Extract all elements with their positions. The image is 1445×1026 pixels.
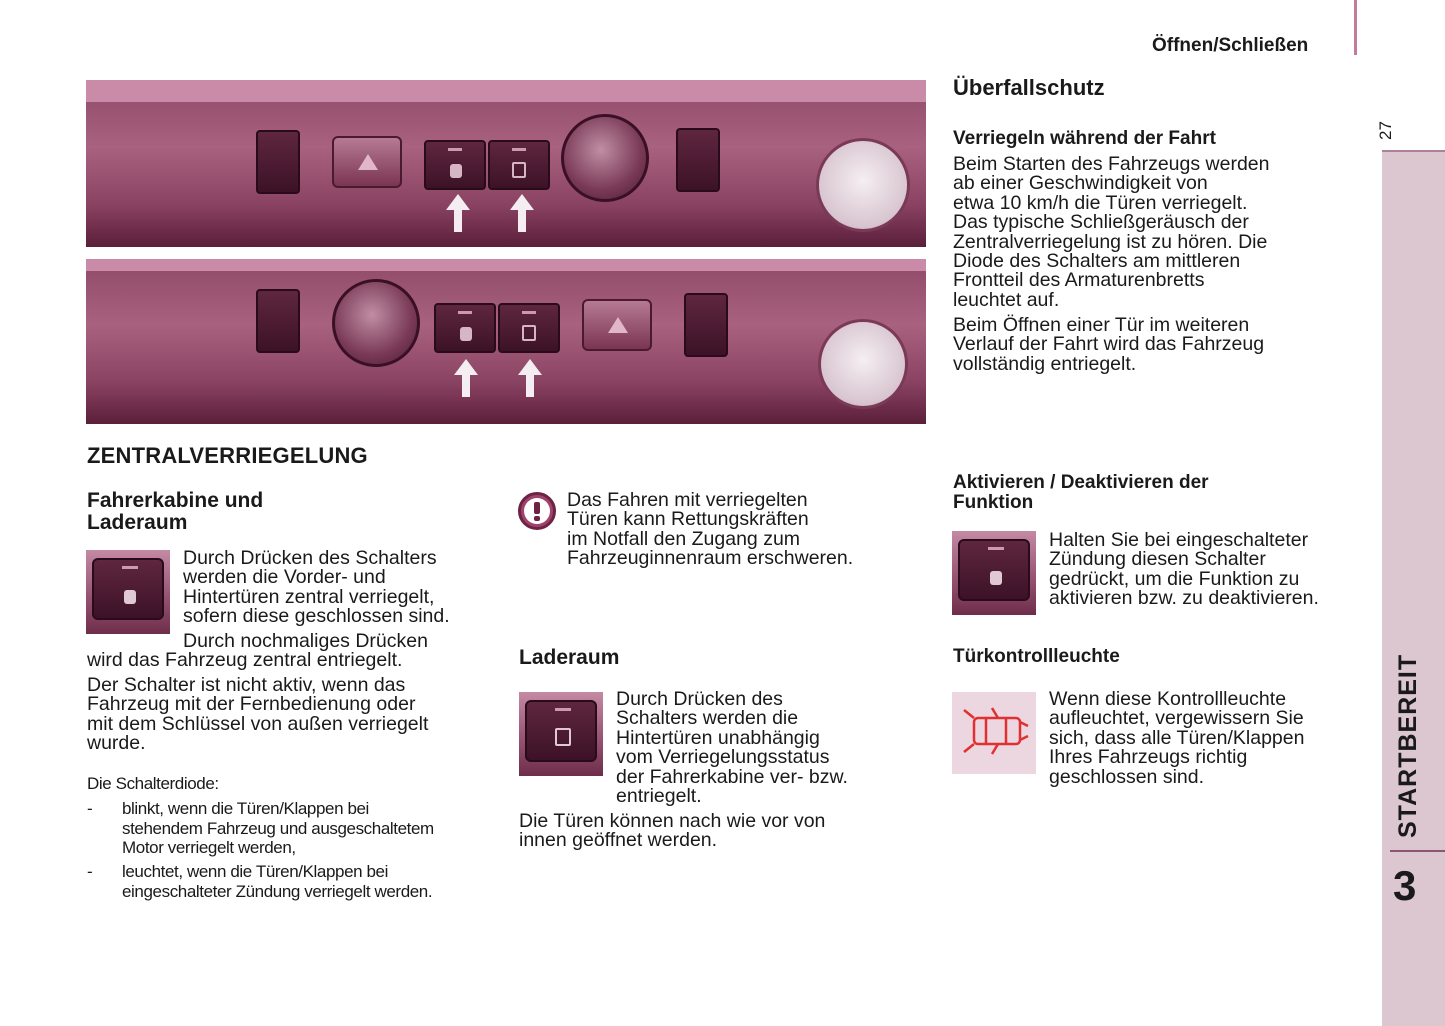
warning-text: Das Fahren mit verriegelten Türen kann Rettungskräften im Notfall den Zugang zum Fahrzeuginnenraum erschweren. xyxy=(567,489,854,570)
subheading-driving-lock: Verriegeln während der Fahrt xyxy=(953,128,1216,149)
cargo-lock-button xyxy=(488,140,550,190)
cargo-paragraph-2: Die Türen können nach wie vor von innen geöffnet werden. xyxy=(519,810,826,852)
subheading-cargo: Laderaum xyxy=(519,646,620,669)
door-warning-light-icon xyxy=(952,692,1036,774)
anti-theft-icon xyxy=(816,138,910,232)
header-rule xyxy=(1354,0,1357,55)
hazard-button xyxy=(582,299,652,351)
cargo-paragraph-1: Durch Drücken des Schalters werden die Hintertüren unabhängig vom Verriegelungsstatus der Fahrerkabine ver- bzw. entriegelt. xyxy=(616,688,848,808)
heater-knob xyxy=(561,114,649,202)
diode-intro: Die Schalterdiode: xyxy=(87,774,219,793)
subheading-door-light: Türkontrollleuchte xyxy=(953,646,1120,667)
cabin-paragraph-3: Der Schalter ist nicht aktiv, wenn das Fahrzeug mit der Fernbedienung oder mit dem Schlüssel von außen verriegelt wurde. xyxy=(87,674,429,755)
bullet-item-2: leuchtet, wenn die Türen/Klappen bei eingeschalteter Zündung verriegelt werden. xyxy=(122,862,433,901)
cabin-paragraph-1: Durch Drücken des Schalters werden die Vorder- und Hintertüren zentral verriegelt, sofern diese geschlossen sind. xyxy=(183,547,450,628)
cargo-lock-switch-image xyxy=(519,692,603,776)
subheading-cabin: Fahrerkabine und Laderaum xyxy=(87,489,264,534)
door-light-paragraph: Wenn diese Kontrollleuchte aufleuchtet, vergewissern Sie sich, dass alle Türen/Klappen Ihres Fahrzeugs richtig geschlossen sind. xyxy=(1049,688,1305,788)
central-lock-button xyxy=(424,140,486,190)
central-lock-switch-image xyxy=(86,550,170,634)
bullet-item-1: blinkt, wenn die Türen/Klappen bei stehendem Fahrzeug und ausgeschaltetem Motor verriegelt werden, xyxy=(122,799,434,857)
anti-theft-switch-image xyxy=(952,531,1036,615)
warning-icon xyxy=(518,492,556,530)
dashboard-image-bottom xyxy=(86,259,926,424)
central-lock-button xyxy=(434,303,496,353)
page-number: 27 xyxy=(1376,121,1395,140)
bullet-dash-2: - xyxy=(87,862,93,881)
driving-lock-paragraph-2: Beim Öffnen einer Tür im weiteren Verlauf der Fahrt wird das Fahrzeug vollständig entriegelt. xyxy=(953,314,1265,375)
cabin-paragraph-2b: wird das Fahrzeug zentral entriegelt. xyxy=(87,649,403,671)
driving-lock-paragraph-1: Beim Starten des Fahrzeugs werden ab einer Geschwindigkeit von etwa 10 km/h die Türen verriegelt. Das typische Schließgeräusch der Zentralverriegelung ist zu hören. Die Diode des Schalters am mittleren Frontteil des Armaturenbretts leuchtet auf. xyxy=(953,153,1270,311)
activate-paragraph: Halten Sie bei eingeschalteter Zündung diesen Schalter gedrückt, um die Funktion zu aktivieren bzw. zu deaktivieren. xyxy=(1049,529,1319,610)
subheading-activate: Aktivieren / Deaktivieren der Funktion xyxy=(953,472,1209,513)
anti-theft-icon xyxy=(818,319,908,409)
hazard-button xyxy=(332,136,402,188)
cabin-paragraph-2a: Durch nochmaliges Drücken xyxy=(183,630,428,652)
chapter-label: STARTBEREIT xyxy=(1394,653,1422,838)
chapter-tab-top-rule xyxy=(1382,150,1445,152)
chapter-number: 3 xyxy=(1393,862,1417,909)
dashboard-image-top xyxy=(86,80,926,247)
heater-knob xyxy=(332,279,420,367)
cargo-lock-button xyxy=(498,303,560,353)
chapter-divider xyxy=(1390,850,1445,852)
right-heading: Überfallschutz xyxy=(953,75,1105,100)
header-title: Öffnen/Schließen xyxy=(1152,35,1309,56)
bullet-dash-1: - xyxy=(87,799,93,818)
section-heading: ZENTRALVERRIEGELUNG xyxy=(87,443,368,468)
